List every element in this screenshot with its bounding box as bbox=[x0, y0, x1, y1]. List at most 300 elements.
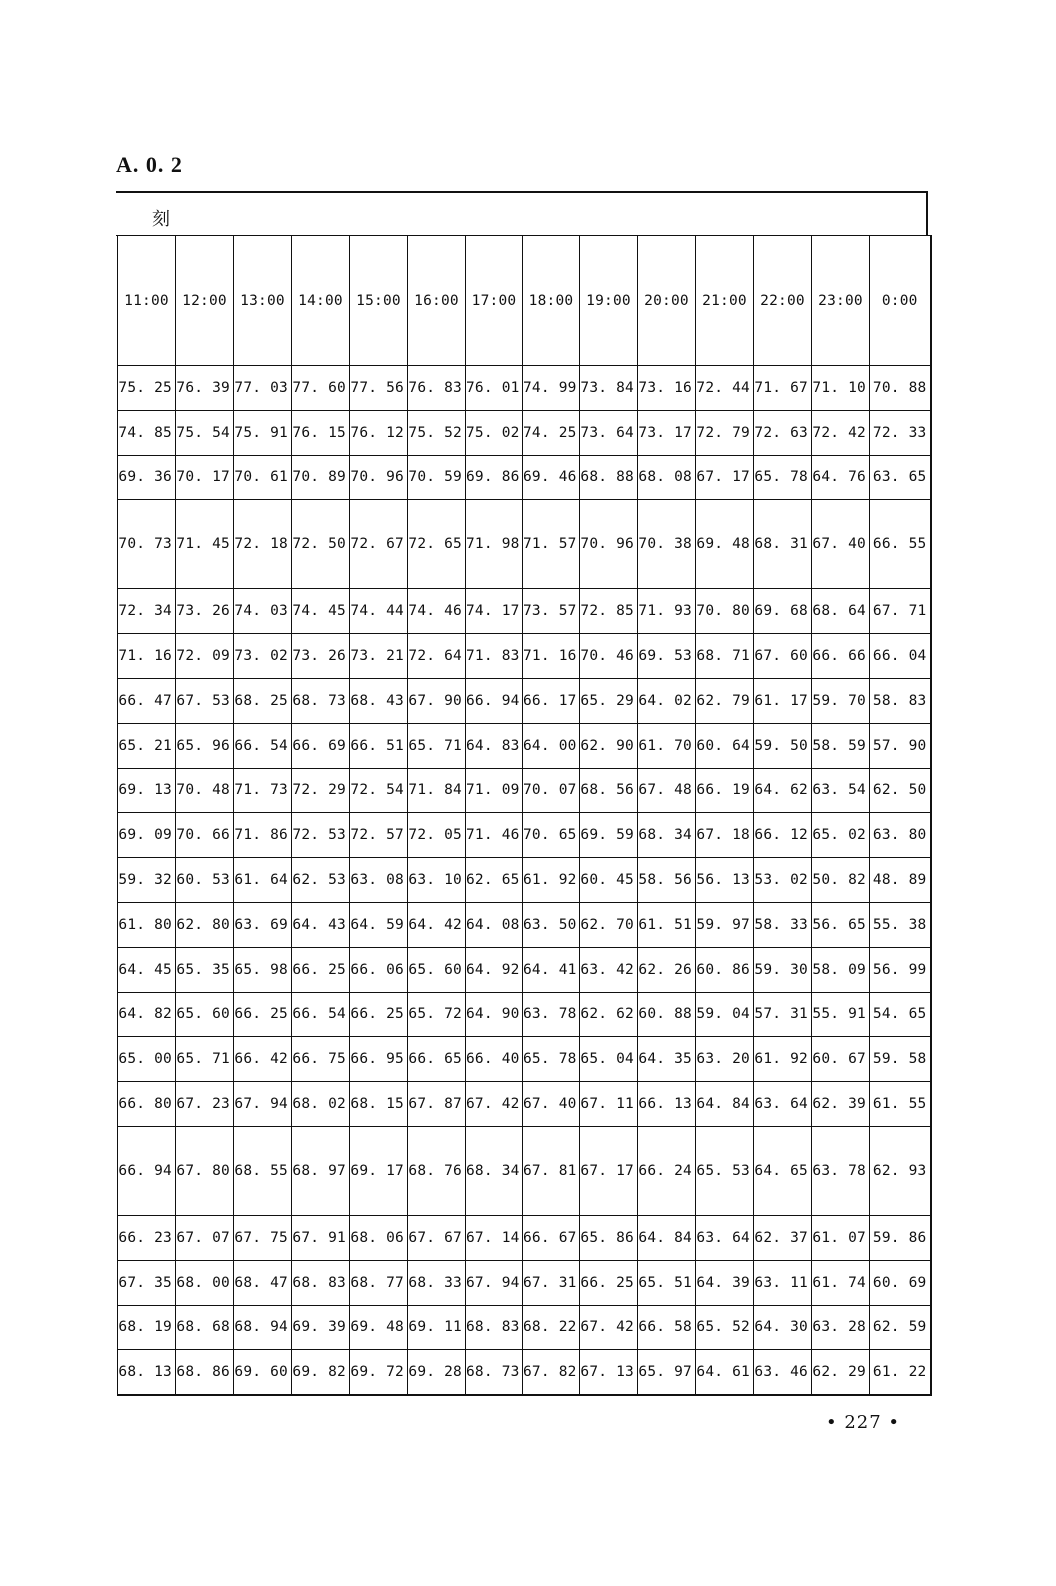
table-cell: 64. 65 bbox=[754, 1126, 812, 1215]
table-cell: 62. 70 bbox=[580, 902, 638, 947]
column-header: 18:00 bbox=[523, 236, 580, 366]
table-row bbox=[118, 858, 931, 903]
table-cell: 59. 04 bbox=[696, 992, 754, 1037]
table-cell: 56. 13 bbox=[696, 858, 754, 903]
table-cell: 65. 00 bbox=[118, 1037, 176, 1082]
table-cell: 71. 67 bbox=[754, 366, 812, 411]
table-cell: 72. 64 bbox=[408, 634, 466, 679]
table-cell: 71. 16 bbox=[118, 634, 176, 679]
table-row bbox=[118, 1305, 931, 1350]
table-cell: 67. 91 bbox=[292, 1215, 350, 1260]
table-cell: 71. 98 bbox=[466, 500, 523, 589]
table-cell: 62. 90 bbox=[580, 723, 638, 768]
table-cell: 55. 91 bbox=[812, 992, 870, 1037]
table-cell: 66. 25 bbox=[234, 992, 292, 1037]
table-cell: 60. 64 bbox=[696, 723, 754, 768]
table-cell: 70. 88 bbox=[870, 366, 931, 411]
table-cell: 72. 63 bbox=[754, 410, 812, 455]
table-cell: 62. 29 bbox=[812, 1350, 870, 1395]
table-cell: 56. 99 bbox=[870, 947, 931, 992]
table-cell: 67. 31 bbox=[523, 1260, 580, 1305]
table-cell: 64. 41 bbox=[523, 947, 580, 992]
table-cell: 73. 17 bbox=[638, 410, 696, 455]
table-cell: 72. 05 bbox=[408, 813, 466, 858]
table-cell: 61. 07 bbox=[812, 1215, 870, 1260]
table-cell: 63. 50 bbox=[523, 902, 580, 947]
table-cell: 64. 43 bbox=[292, 902, 350, 947]
table-cell: 66. 51 bbox=[350, 723, 408, 768]
table-cell: 61. 70 bbox=[638, 723, 696, 768]
table-cell: 69. 36 bbox=[118, 455, 176, 500]
table-cell: 69. 28 bbox=[408, 1350, 466, 1395]
table-cell: 69. 60 bbox=[234, 1350, 292, 1395]
table-cell: 59. 50 bbox=[754, 723, 812, 768]
table-cell: 68. 71 bbox=[696, 634, 754, 679]
table-cell: 67. 11 bbox=[580, 1082, 638, 1127]
table-cell: 65. 53 bbox=[696, 1126, 754, 1215]
table-cell: 60. 88 bbox=[638, 992, 696, 1037]
table-cell: 77. 03 bbox=[234, 366, 292, 411]
table-cell: 73. 16 bbox=[638, 366, 696, 411]
table-cell: 58. 83 bbox=[870, 678, 931, 723]
table-row bbox=[118, 500, 931, 589]
table-cell: 67. 60 bbox=[754, 634, 812, 679]
table-cell: 69. 82 bbox=[292, 1350, 350, 1395]
table-cell: 59. 97 bbox=[696, 902, 754, 947]
table-cell: 73. 02 bbox=[234, 634, 292, 679]
table-cell: 66. 69 bbox=[292, 723, 350, 768]
table-cell: 63. 78 bbox=[812, 1126, 870, 1215]
table-cell: 75. 02 bbox=[466, 410, 523, 455]
table-cell: 65. 72 bbox=[408, 992, 466, 1037]
table-cell: 68. 88 bbox=[580, 455, 638, 500]
table-cell: 70. 89 bbox=[292, 455, 350, 500]
table-cell: 66. 13 bbox=[638, 1082, 696, 1127]
table-cell: 65. 71 bbox=[176, 1037, 234, 1082]
table-cell: 66. 95 bbox=[350, 1037, 408, 1082]
table-cell: 62. 59 bbox=[870, 1305, 931, 1350]
table-cell: 64. 82 bbox=[118, 992, 176, 1037]
table-cell: 68. 76 bbox=[408, 1126, 466, 1215]
table-cell: 59. 86 bbox=[870, 1215, 931, 1260]
table-cell: 68. 22 bbox=[523, 1305, 580, 1350]
table-cell: 72. 34 bbox=[118, 589, 176, 634]
table-cell: 65. 52 bbox=[696, 1305, 754, 1350]
table-cell: 65. 02 bbox=[812, 813, 870, 858]
table-cell: 68. 83 bbox=[466, 1305, 523, 1350]
table-cell: 69. 72 bbox=[350, 1350, 408, 1395]
table-cell: 64. 08 bbox=[466, 902, 523, 947]
table-cell: 66. 40 bbox=[466, 1037, 523, 1082]
table-cell: 60. 53 bbox=[176, 858, 234, 903]
table-row bbox=[118, 813, 931, 858]
table-cell: 66. 06 bbox=[350, 947, 408, 992]
table-cell: 72. 29 bbox=[292, 768, 350, 813]
header-row bbox=[118, 236, 931, 366]
table-cell: 63. 78 bbox=[523, 992, 580, 1037]
table-cell: 67. 23 bbox=[176, 1082, 234, 1127]
table-cell: 64. 42 bbox=[408, 902, 466, 947]
column-header: 14:00 bbox=[292, 236, 350, 366]
table-cell: 68. 94 bbox=[234, 1305, 292, 1350]
table-cell: 59. 58 bbox=[870, 1037, 931, 1082]
table-cell: 71. 83 bbox=[466, 634, 523, 679]
table-cell: 65. 78 bbox=[523, 1037, 580, 1082]
table-cell: 66. 54 bbox=[292, 992, 350, 1037]
table-cell: 77. 56 bbox=[350, 366, 408, 411]
table-cell: 70. 46 bbox=[580, 634, 638, 679]
page-number: • 227 • bbox=[826, 1412, 901, 1433]
table-cell: 68. 77 bbox=[350, 1260, 408, 1305]
table-cell: 73. 26 bbox=[292, 634, 350, 679]
column-header: 12:00 bbox=[176, 236, 234, 366]
table-cell: 71. 57 bbox=[523, 500, 580, 589]
table-cell: 68. 73 bbox=[466, 1350, 523, 1395]
table-row bbox=[118, 1215, 931, 1260]
table-cell: 61. 51 bbox=[638, 902, 696, 947]
table-cell: 61. 17 bbox=[754, 678, 812, 723]
table-cell: 65. 60 bbox=[408, 947, 466, 992]
table-cell: 58. 09 bbox=[812, 947, 870, 992]
table-cell: 75. 25 bbox=[118, 366, 176, 411]
table-cell: 64. 90 bbox=[466, 992, 523, 1037]
table-cell: 61. 80 bbox=[118, 902, 176, 947]
table-cell: 71. 10 bbox=[812, 366, 870, 411]
column-header: 13:00 bbox=[234, 236, 292, 366]
table-cell: 67. 14 bbox=[466, 1215, 523, 1260]
table-cell: 74. 25 bbox=[523, 410, 580, 455]
table-cell: 65. 98 bbox=[234, 947, 292, 992]
table-body bbox=[118, 236, 931, 1395]
table-row bbox=[118, 455, 931, 500]
table-cell: 62. 50 bbox=[870, 768, 931, 813]
table-cell: 66. 94 bbox=[466, 678, 523, 723]
table-cell: 57. 90 bbox=[870, 723, 931, 768]
table-cell: 68. 64 bbox=[812, 589, 870, 634]
table-cell: 60. 86 bbox=[696, 947, 754, 992]
table-cell: 65. 96 bbox=[176, 723, 234, 768]
table-cell: 71. 84 bbox=[408, 768, 466, 813]
table-cell: 64. 35 bbox=[638, 1037, 696, 1082]
table-cell: 69. 13 bbox=[118, 768, 176, 813]
table-cell: 74. 45 bbox=[292, 589, 350, 634]
table-row bbox=[118, 1350, 931, 1395]
table-cell: 70. 96 bbox=[580, 500, 638, 589]
table-cell: 48. 89 bbox=[870, 858, 931, 903]
table-cell: 64. 39 bbox=[696, 1260, 754, 1305]
table-cell: 75. 52 bbox=[408, 410, 466, 455]
table-cell: 68. 19 bbox=[118, 1305, 176, 1350]
table-cell: 63. 20 bbox=[696, 1037, 754, 1082]
table-cell: 68. 25 bbox=[234, 678, 292, 723]
table-cell: 66. 24 bbox=[638, 1126, 696, 1215]
table-cell: 74. 99 bbox=[523, 366, 580, 411]
table-cell: 68. 02 bbox=[292, 1082, 350, 1127]
table-cell: 72. 44 bbox=[696, 366, 754, 411]
table-cell: 64. 76 bbox=[812, 455, 870, 500]
table-row bbox=[118, 947, 931, 992]
table-cell: 68. 68 bbox=[176, 1305, 234, 1350]
table-cell: 75. 91 bbox=[234, 410, 292, 455]
table-cell: 72. 18 bbox=[234, 500, 292, 589]
table-row bbox=[118, 634, 931, 679]
table-cell: 69. 68 bbox=[754, 589, 812, 634]
table-cell: 68. 15 bbox=[350, 1082, 408, 1127]
table-cell: 67. 18 bbox=[696, 813, 754, 858]
table-cell: 65. 60 bbox=[176, 992, 234, 1037]
table-cell: 62. 53 bbox=[292, 858, 350, 903]
table-cell: 63. 28 bbox=[812, 1305, 870, 1350]
table-cell: 61. 92 bbox=[523, 858, 580, 903]
table-cell: 62. 80 bbox=[176, 902, 234, 947]
table-cell: 72. 79 bbox=[696, 410, 754, 455]
table-cell: 71. 93 bbox=[638, 589, 696, 634]
table-cell: 69. 48 bbox=[696, 500, 754, 589]
table-cell: 61. 64 bbox=[234, 858, 292, 903]
table-cell: 64. 84 bbox=[696, 1082, 754, 1127]
table-cell: 55. 38 bbox=[870, 902, 931, 947]
table-cell: 64. 59 bbox=[350, 902, 408, 947]
table-cell: 67. 87 bbox=[408, 1082, 466, 1127]
table-cell: 63. 10 bbox=[408, 858, 466, 903]
table-cell: 63. 69 bbox=[234, 902, 292, 947]
table-cell: 71. 46 bbox=[466, 813, 523, 858]
table-cell: 72. 42 bbox=[812, 410, 870, 455]
table-cell: 62. 37 bbox=[754, 1215, 812, 1260]
table-cell: 57. 31 bbox=[754, 992, 812, 1037]
table-cell: 69. 86 bbox=[466, 455, 523, 500]
table-cell: 75. 54 bbox=[176, 410, 234, 455]
table-cell: 59. 32 bbox=[118, 858, 176, 903]
table-cell: 68. 00 bbox=[176, 1260, 234, 1305]
table-cell: 63. 54 bbox=[812, 768, 870, 813]
table-cell: 76. 12 bbox=[350, 410, 408, 455]
table-cell: 63. 08 bbox=[350, 858, 408, 903]
table-heading: A. 0. 2 bbox=[116, 152, 183, 177]
table-cell: 66. 54 bbox=[234, 723, 292, 768]
table-cell: 66. 75 bbox=[292, 1037, 350, 1082]
table-cell: 64. 84 bbox=[638, 1215, 696, 1260]
table-cell: 68. 56 bbox=[580, 768, 638, 813]
table-cell: 67. 81 bbox=[523, 1126, 580, 1215]
table-cell: 67. 40 bbox=[812, 500, 870, 589]
table-cell: 68. 86 bbox=[176, 1350, 234, 1395]
table-cell: 66. 55 bbox=[870, 500, 931, 589]
table-cell: 66. 04 bbox=[870, 634, 931, 679]
table-cell: 61. 55 bbox=[870, 1082, 931, 1127]
table-cell: 68. 34 bbox=[638, 813, 696, 858]
table-cell: 64. 62 bbox=[754, 768, 812, 813]
table-cell: 76. 15 bbox=[292, 410, 350, 455]
table-cell: 72. 65 bbox=[408, 500, 466, 589]
table-cell: 70. 48 bbox=[176, 768, 234, 813]
table-cell: 68. 55 bbox=[234, 1126, 292, 1215]
table-cell: 65. 97 bbox=[638, 1350, 696, 1395]
table-cell: 67. 82 bbox=[523, 1350, 580, 1395]
table-cell: 64. 92 bbox=[466, 947, 523, 992]
table-cell: 64. 00 bbox=[523, 723, 580, 768]
table-cell: 60. 45 bbox=[580, 858, 638, 903]
table-row bbox=[118, 410, 931, 455]
table-cell: 54. 65 bbox=[870, 992, 931, 1037]
table-cell: 60. 67 bbox=[812, 1037, 870, 1082]
table-cell: 61. 92 bbox=[754, 1037, 812, 1082]
table-cell: 65. 71 bbox=[408, 723, 466, 768]
table-cell: 70. 38 bbox=[638, 500, 696, 589]
table-row bbox=[118, 1260, 931, 1305]
table-cell: 74. 03 bbox=[234, 589, 292, 634]
table-cell: 72. 53 bbox=[292, 813, 350, 858]
table-cell: 70. 80 bbox=[696, 589, 754, 634]
column-header: 23:00 bbox=[812, 236, 870, 366]
table-cell: 68. 06 bbox=[350, 1215, 408, 1260]
table-cell: 67. 48 bbox=[638, 768, 696, 813]
table-row bbox=[118, 366, 931, 411]
table-cell: 71. 86 bbox=[234, 813, 292, 858]
table-cell: 50. 82 bbox=[812, 858, 870, 903]
table-cell: 70. 66 bbox=[176, 813, 234, 858]
table-cell: 66. 80 bbox=[118, 1082, 176, 1127]
table-cell: 67. 80 bbox=[176, 1126, 234, 1215]
table-cell: 69. 39 bbox=[292, 1305, 350, 1350]
table-cell: 63. 11 bbox=[754, 1260, 812, 1305]
table-cell: 76. 83 bbox=[408, 366, 466, 411]
table-cell: 67. 53 bbox=[176, 678, 234, 723]
table-cell: 72. 09 bbox=[176, 634, 234, 679]
table-cell: 72. 54 bbox=[350, 768, 408, 813]
table-cell: 67. 42 bbox=[466, 1082, 523, 1127]
table-cell: 66. 42 bbox=[234, 1037, 292, 1082]
table-cell: 67. 17 bbox=[696, 455, 754, 500]
table-cell: 72. 33 bbox=[870, 410, 931, 455]
table-cell: 74. 17 bbox=[466, 589, 523, 634]
table-cell: 72. 50 bbox=[292, 500, 350, 589]
table-cell: 62. 39 bbox=[812, 1082, 870, 1127]
table-row bbox=[118, 902, 931, 947]
table-cell: 62. 79 bbox=[696, 678, 754, 723]
table-cell: 76. 01 bbox=[466, 366, 523, 411]
table-cell: 71. 09 bbox=[466, 768, 523, 813]
table-cell: 66. 67 bbox=[523, 1215, 580, 1260]
table-cell: 74. 44 bbox=[350, 589, 408, 634]
table-row bbox=[118, 678, 931, 723]
table-cell: 70. 17 bbox=[176, 455, 234, 500]
table-cell: 69. 09 bbox=[118, 813, 176, 858]
table-row bbox=[118, 723, 931, 768]
table-cell: 66. 17 bbox=[523, 678, 580, 723]
table-cell: 68. 43 bbox=[350, 678, 408, 723]
table-row bbox=[118, 589, 931, 634]
table-cell: 59. 30 bbox=[754, 947, 812, 992]
table-cell: 62. 93 bbox=[870, 1126, 931, 1215]
table-cell: 58. 59 bbox=[812, 723, 870, 768]
table-cell: 68. 73 bbox=[292, 678, 350, 723]
table-cell: 65. 04 bbox=[580, 1037, 638, 1082]
table-cell: 68. 33 bbox=[408, 1260, 466, 1305]
column-header: 19:00 bbox=[580, 236, 638, 366]
column-header: 0:00 bbox=[870, 236, 931, 366]
table-cell: 68. 31 bbox=[754, 500, 812, 589]
table-cell: 64. 83 bbox=[466, 723, 523, 768]
data-table bbox=[117, 235, 932, 1396]
table-cell: 69. 48 bbox=[350, 1305, 408, 1350]
table-cell: 66. 58 bbox=[638, 1305, 696, 1350]
table-cell: 66. 47 bbox=[118, 678, 176, 723]
table-cell: 66. 12 bbox=[754, 813, 812, 858]
header-band-label: 刻 bbox=[152, 209, 170, 230]
table-cell: 65. 78 bbox=[754, 455, 812, 500]
table-cell: 67. 71 bbox=[870, 589, 931, 634]
table-cell: 66. 94 bbox=[118, 1126, 176, 1215]
table-cell: 67. 40 bbox=[523, 1082, 580, 1127]
column-header: 15:00 bbox=[350, 236, 408, 366]
table-cell: 73. 21 bbox=[350, 634, 408, 679]
table-cell: 64. 61 bbox=[696, 1350, 754, 1395]
table-cell: 74. 85 bbox=[118, 410, 176, 455]
table-cell: 58. 33 bbox=[754, 902, 812, 947]
table-cell: 66. 19 bbox=[696, 768, 754, 813]
column-header: 16:00 bbox=[408, 236, 466, 366]
table-cell: 64. 02 bbox=[638, 678, 696, 723]
table-cell: 72. 67 bbox=[350, 500, 408, 589]
table-cell: 68. 97 bbox=[292, 1126, 350, 1215]
table-cell: 73. 26 bbox=[176, 589, 234, 634]
table-cell: 66. 23 bbox=[118, 1215, 176, 1260]
table-cell: 71. 73 bbox=[234, 768, 292, 813]
table-cell: 70. 07 bbox=[523, 768, 580, 813]
table-cell: 72. 85 bbox=[580, 589, 638, 634]
table-cell: 65. 29 bbox=[580, 678, 638, 723]
table-cell: 67. 67 bbox=[408, 1215, 466, 1260]
table-cell: 63. 64 bbox=[754, 1082, 812, 1127]
table-cell: 65. 86 bbox=[580, 1215, 638, 1260]
table-cell: 58. 56 bbox=[638, 858, 696, 903]
table-cell: 62. 62 bbox=[580, 992, 638, 1037]
column-header: 11:00 bbox=[118, 236, 176, 366]
table-cell: 56. 65 bbox=[812, 902, 870, 947]
table-cell: 68. 83 bbox=[292, 1260, 350, 1305]
column-header: 21:00 bbox=[696, 236, 754, 366]
table-cell: 70. 61 bbox=[234, 455, 292, 500]
table-cell: 77. 60 bbox=[292, 366, 350, 411]
table-cell: 64. 30 bbox=[754, 1305, 812, 1350]
table-cell: 67. 42 bbox=[580, 1305, 638, 1350]
table-cell: 63. 80 bbox=[870, 813, 931, 858]
table-cell: 70. 73 bbox=[118, 500, 176, 589]
table-cell: 67. 13 bbox=[580, 1350, 638, 1395]
table-cell: 64. 45 bbox=[118, 947, 176, 992]
table-cell: 67. 94 bbox=[466, 1260, 523, 1305]
table-cell: 69. 11 bbox=[408, 1305, 466, 1350]
table-cell: 69. 53 bbox=[638, 634, 696, 679]
table-cell: 70. 65 bbox=[523, 813, 580, 858]
table-cell: 66. 25 bbox=[292, 947, 350, 992]
table-cell: 63. 42 bbox=[580, 947, 638, 992]
table-cell: 72. 57 bbox=[350, 813, 408, 858]
table-cell: 62. 26 bbox=[638, 947, 696, 992]
table-cell: 63. 65 bbox=[870, 455, 931, 500]
table-row bbox=[118, 1037, 931, 1082]
table-cell: 68. 13 bbox=[118, 1350, 176, 1395]
table-cell: 68. 34 bbox=[466, 1126, 523, 1215]
table-cell: 67. 90 bbox=[408, 678, 466, 723]
table-cell: 61. 74 bbox=[812, 1260, 870, 1305]
table-row bbox=[118, 992, 931, 1037]
table-cell: 59. 70 bbox=[812, 678, 870, 723]
table-cell: 71. 45 bbox=[176, 500, 234, 589]
table-cell: 63. 46 bbox=[754, 1350, 812, 1395]
table-cell: 67. 75 bbox=[234, 1215, 292, 1260]
